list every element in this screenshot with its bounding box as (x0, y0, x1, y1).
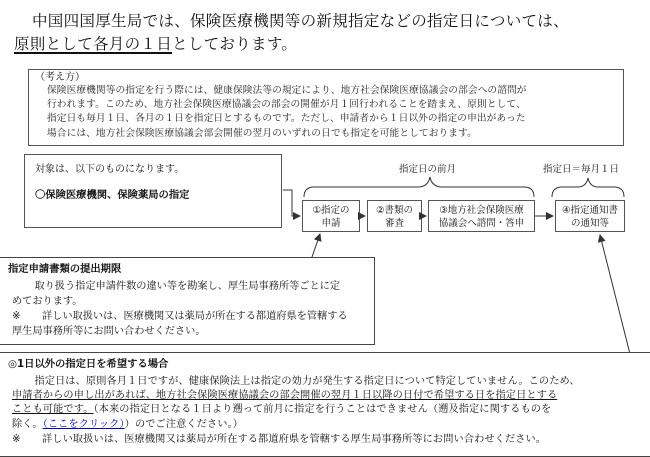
other-underlined-fragment: ことも可能です。 (12, 404, 94, 416)
flow-step-text: 審査 (384, 218, 404, 229)
bracket-previous-month (304, 177, 534, 197)
flow-step-text: 協議会へ諮問・答申 (438, 218, 525, 229)
flow-step-text: の通知等 (570, 218, 609, 229)
deadline-note-line-2: 厚生局事務所等にお問い合わせください。 (12, 326, 206, 337)
note-text: 詳しい取扱いは、医療機関又は薬局が所在する都道府県を管轄する (42, 311, 348, 322)
target-to-flow-connector (283, 190, 300, 216)
other-date-box (0, 352, 650, 457)
other-line-rest: （本来の指定日となる１日より遡って前月に指定を行うことはできません（遡及指定に関するものを (93, 404, 552, 416)
note-mark: ※ (12, 433, 21, 445)
click-here-link[interactable]: （ここをクリック） (42, 418, 125, 430)
deadline-line: 取り扱う指定申請件数の違い等を勘案し、厚生局事務所等ごとに定 (34, 281, 341, 292)
concept-line: 行われます。このため、地方社会保険医療協議会の部会の開催が月１回行われることを踏まえ、原則として、 (47, 99, 526, 111)
note-mark: ※ (12, 311, 21, 322)
headline-line-1: 中国四国厚生局では、保険医療機関等の新規指定などの指定日については、 (32, 12, 569, 30)
headline-line-2-rest: としております。 (172, 35, 298, 53)
concept-line: 保険医療機関等の指定を行う際には、健康保険法等の規定により、地方社会保険医療協議会の部会への諮問が (47, 85, 527, 96)
bracket-first-day (552, 178, 624, 197)
deadline-line: めております。 (12, 296, 83, 307)
headline-emphasis: 原則として各月の１日 (14, 35, 173, 53)
deadline-to-step-arrow (312, 234, 320, 257)
deadline-body (8, 279, 366, 339)
flow-step-text: ①指定の (312, 205, 350, 216)
flow-step-text: ③地方社会保険医療 (439, 205, 524, 216)
note-text: 詳しい取扱いは、医療機関又は薬局が所在する都道府県を管轄する厚生局事務所等にお問い合わせください。 (42, 433, 547, 445)
flow-label-first-day: 指定日＝毎月１日 (543, 164, 620, 175)
other-line (12, 418, 642, 432)
target-intro: 対象は、以下のものになります。 (35, 164, 185, 175)
concept-line: 場合には、地方社会保険医療協議会部会開催の翌月のいずれの日でも指定を可能としております。 (47, 127, 477, 139)
concept-line: 指定日も毎月１日、各月の１日を指定日とするものです。ただし、申請者から１日以外の指定の申出があった (47, 113, 526, 125)
concept-title: （考え方） (35, 72, 85, 83)
other-line (12, 403, 642, 417)
other-date-heading: ◎1日以外の指定日を希望する場合 (8, 358, 169, 370)
other-line: 指定日は、原則各月１日ですが、健康保険法上は指定の効力が発生する指定日について特定していません。このため、 (34, 376, 580, 387)
other-date-body (8, 375, 642, 447)
other-to-step-arrow (600, 235, 632, 362)
deadline-heading: 指定申請書類の提出期限 (8, 263, 122, 275)
other-line-end: ）のでご注意ください。） (124, 418, 244, 430)
other-line-start: 除く。 (12, 418, 43, 430)
flow-step-text: 申請 (321, 218, 341, 229)
other-note (12, 433, 642, 447)
flow-step-text: ②書類の (375, 205, 414, 216)
other-line-underlined: 申請者からの申し出があれば、地方社会保険医療協議会の部会開催の翌月１日以降の日付で希望する日を指定日とする (12, 390, 558, 402)
deadline-box (0, 257, 375, 345)
deadline-note (12, 309, 366, 324)
target-item: 〇保険医療機関、保険薬局の指定 (35, 189, 190, 201)
flow-step-text: ④指定通知書 (561, 205, 619, 216)
flow-label-previous-month: 指定日の前月 (399, 164, 457, 175)
